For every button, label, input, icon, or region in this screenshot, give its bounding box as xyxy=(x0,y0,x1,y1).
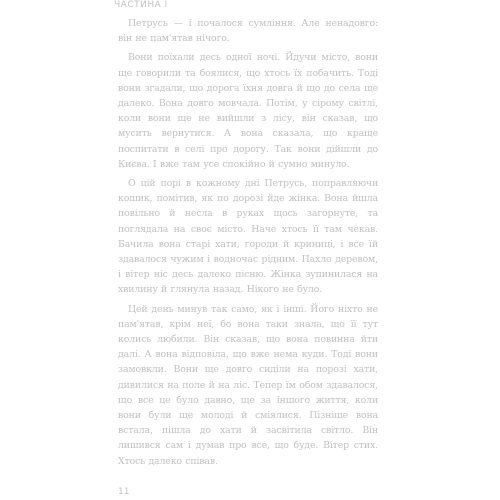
paragraph-4: Цей день минув так само, як і інші. Його ніхто не пам'ятав, крім неї, бо вона таки знала, що її тут колись любили. Він сказав, що вона повинна йти далі. А вона відповіла, що вже нема куди. Тоді вони замовкли. Вони ще довго сиділи на порозі хати, дивилися на поле й на ліс. Тепер їм обом здавалося, що все це було давно, ще за іншого життя, коли вони були ще молоді й сміялися. Пізніше вона встала, пішла до хати й засвітила світло. Він лишився сам і думав про все, що буде. Вітер стих. Хтось далеко співав. xyxy=(118,303,378,467)
page-number: 11 xyxy=(118,487,130,497)
paragraph-3: О цій порі в кожному дні Петрусь, поправляючи кошик, помітив, як по дорозі йде жінка. Вона йшла повільно й несла в руках щось загорнуте, та поглядала на своє місто. Наче хтось її там чекав. Бачила вона старі хати, городи й криниці, і все їй здавалося чужим і водночас рідним. Пахло деревом, і вітер ніс десь далеко пісню. Жінка зупинилася на хвилину й глянула назад. Нікого не було. xyxy=(118,178,378,296)
paragraph-2: Вони поїхали десь одної ночі. Йдучи місто, вони ще говорили та боялися, що хтось їх побачить. Тоді вони згадали, що дорога їхня довга й що до села ще далеко. Вона довго мовчала. Потім, у сірому світлі, коли вони ще не вийшли з лісу, він сказав, що мусить вернутися. А вона сказала, що краще поспитати в селі про дорогу. Так вони дійшли до Києва. І вже там усе спокійно й сумно минуло. xyxy=(118,52,378,170)
body-text xyxy=(118,16,378,469)
running-head: ЧАСТИНА І xyxy=(114,0,168,10)
paragraph-1: Петрусь — і почалося сумління. Але ненадовго: він не пам'ятав нічого. xyxy=(118,18,378,45)
